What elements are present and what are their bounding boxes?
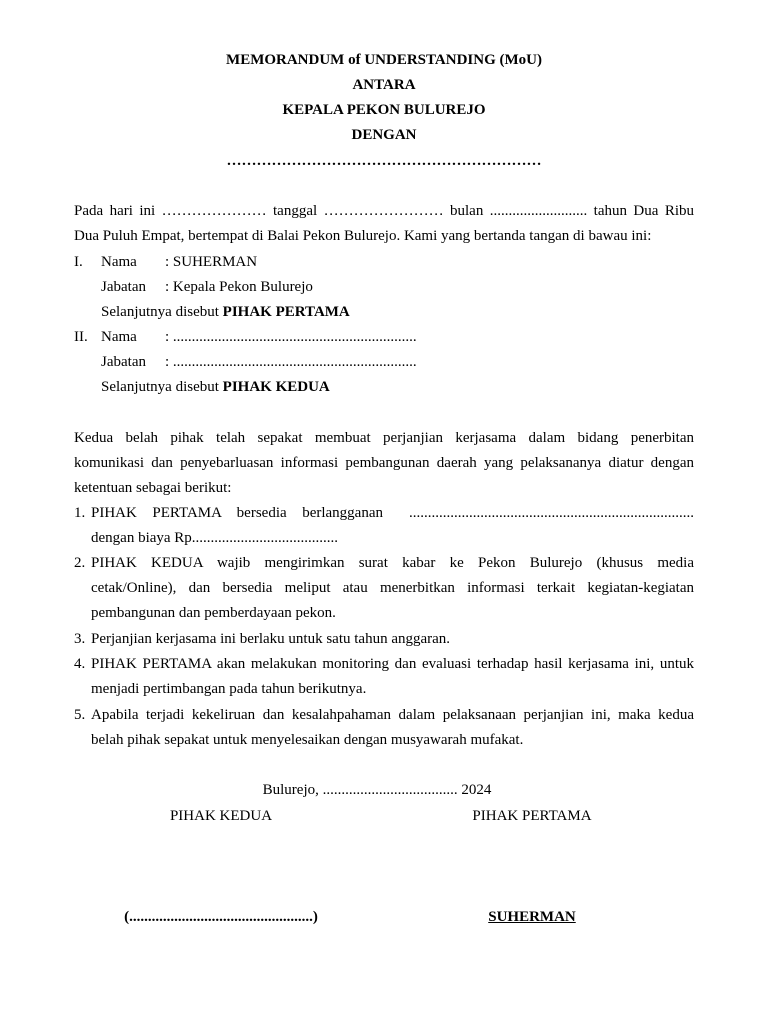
term-4-line-2: menjadi pertimbangan pada tahun berikutnya. bbox=[91, 681, 367, 697]
signature-place-date: Bulurejo, .................................... 2024 bbox=[262, 782, 492, 798]
party-second-nama-label: Nama bbox=[101, 329, 137, 345]
term-4-number: 4. bbox=[74, 656, 86, 672]
party-second-number: II. bbox=[74, 329, 88, 345]
term-5-line-1: Apabila terjadi kekeliruan dan kesalahpahaman dalam pelaksanaan perjanjian ini, maka kedua bbox=[91, 707, 694, 723]
term-1-number: 1. bbox=[74, 505, 86, 521]
party-second-referred bbox=[101, 377, 330, 397]
term-2-line-2: cetak/Online), dan bersedia meliput atau menerbitkan informasi terkait kegiatan-kegiatan bbox=[91, 580, 694, 596]
party-second-referred-prefix: Selanjutnya disebut bbox=[101, 379, 223, 395]
term-4-line-1: PIHAK PERTAMA akan melakukan monitoring dan evaluasi terhadap hasil kerjasama ini, untuk bbox=[91, 656, 694, 672]
term-2-line-3: pembangunan dan pemberdayaan pekon. bbox=[91, 605, 336, 621]
party-first-number: I. bbox=[74, 254, 83, 270]
term-3-line-1: Perjanjian kerjasama ini berlaku untuk satu tahun anggaran. bbox=[91, 631, 451, 647]
party-first-jabatan-label: Jabatan bbox=[101, 279, 146, 295]
header-antara: ANTARA bbox=[352, 77, 416, 93]
party-second-jabatan-value: : ................................................................. bbox=[165, 354, 417, 370]
term-1-blank: ............................................................................ bbox=[409, 505, 694, 521]
party-second-referred-name: PIHAK KEDUA bbox=[222, 379, 330, 395]
term-1-line-2: dengan biaya Rp....................................... bbox=[91, 530, 339, 546]
term-1-line-1 bbox=[91, 503, 694, 523]
signature-left-title: PIHAK KEDUA bbox=[169, 808, 273, 824]
party-second-jabatan-label: Jabatan bbox=[101, 354, 146, 370]
party-first-jabatan-value: : Kepala Pekon Bulurejo bbox=[165, 279, 313, 295]
opening-line-2: Dua Puluh Empat, bertempat di Balai Pekon Bulurejo. Kami yang bertanda tangan di bawau ini: bbox=[74, 228, 652, 244]
signature-left-name: (.................................................) bbox=[124, 909, 318, 925]
agreement-line-1: Kedua belah pihak telah sepakat membuat perjanjian kerjasama dalam bidang penerbitan bbox=[74, 430, 694, 446]
opening-line-1: Pada hari ini ………………… tanggal …………………… bulan .......................... tahun Dua Ribu bbox=[74, 203, 694, 219]
term-5-number: 5. bbox=[74, 707, 86, 723]
agreement-line-2: komunikasi dan penyebarluasan informasi pembangunan daerah yang pelaksananya diatur dengan bbox=[74, 455, 694, 471]
party-first-nama-value: : SUHERMAN bbox=[165, 254, 258, 270]
header-party-two-blank: ……………………………………………………… bbox=[226, 153, 542, 169]
party-first-referred-name: PIHAK PERTAMA bbox=[222, 304, 350, 320]
header-dengan: DENGAN bbox=[351, 127, 417, 143]
signature-right-name: SUHERMAN bbox=[488, 909, 576, 925]
header-party-one: KEPALA PEKON BULUREJO bbox=[282, 102, 486, 118]
signature-right-title: PIHAK PERTAMA bbox=[472, 808, 592, 824]
agreement-line-3: ketentuan sebagai berikut: bbox=[74, 480, 232, 496]
party-first-referred bbox=[101, 302, 350, 322]
term-5-line-2: belah pihak sepakat untuk menyelesaikan dengan musyawarah mufakat. bbox=[91, 732, 524, 748]
document-title: MEMORANDUM of UNDERSTANDING (MoU) bbox=[226, 52, 542, 68]
party-first-nama-label: Nama bbox=[101, 254, 137, 270]
term-1-text: PIHAK PERTAMA bersedia berlangganan bbox=[91, 505, 383, 521]
party-second-nama-value: : ................................................................. bbox=[165, 329, 417, 345]
party-first-referred-prefix: Selanjutnya disebut bbox=[101, 304, 223, 320]
term-2-line-1: PIHAK KEDUA wajib mengirimkan surat kabar ke Pekon Bulurejo (khusus media bbox=[91, 555, 694, 571]
signature-right-name-wrap bbox=[432, 907, 632, 927]
term-2-number: 2. bbox=[74, 555, 86, 571]
term-3-number: 3. bbox=[74, 631, 86, 647]
